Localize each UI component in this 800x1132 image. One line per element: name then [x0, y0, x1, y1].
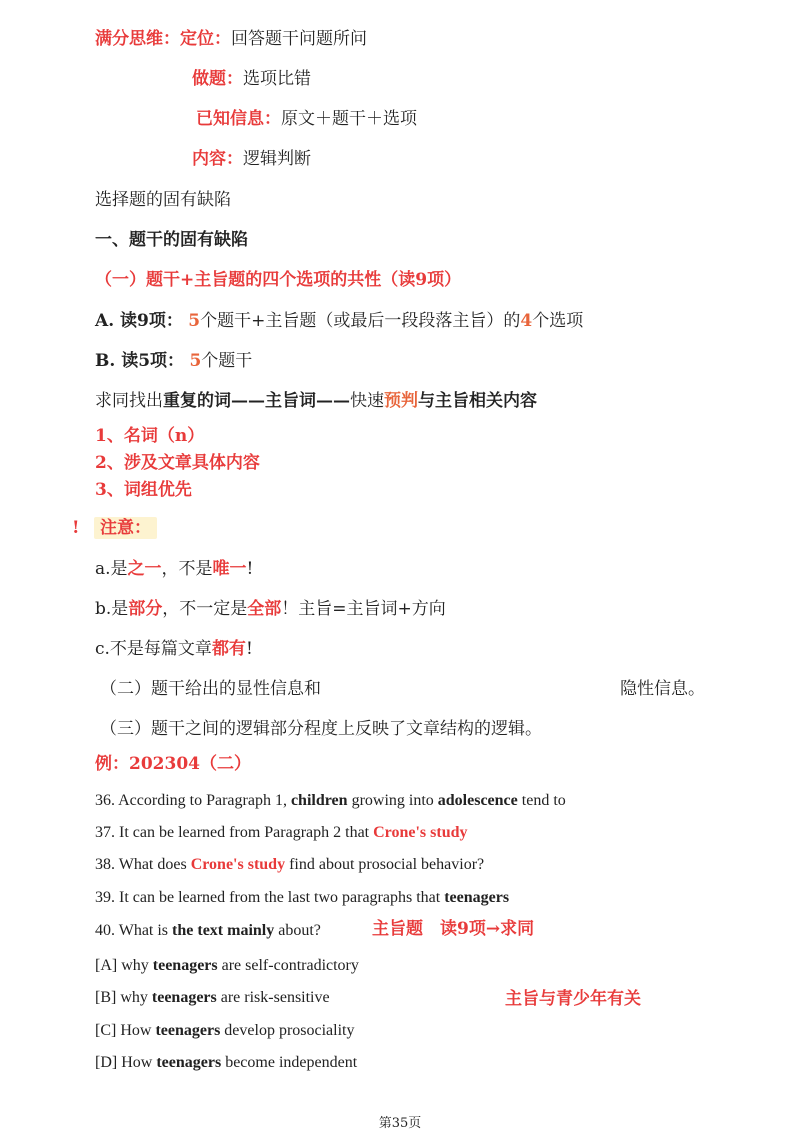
q39-p1: 39. It can be learned from the last two paragraphs that [95, 889, 445, 906]
subsection-3: （三）题干之间的逻辑部分程度上反映了文章结构的逻辑。 [100, 719, 542, 739]
mindset-key-content: 内容： [192, 149, 243, 169]
subsection-2-left: （二）题干给出的显性信息和 [100, 679, 321, 699]
q36-p2: children [290, 792, 348, 809]
question-38 [95, 854, 484, 876]
q36-p4: adolescence [437, 792, 518, 809]
item-b [95, 350, 252, 372]
question-36 [95, 790, 566, 812]
note-b-p4: 全部 [247, 599, 282, 619]
subsection-1-heading: （一）题干+主旨题的四个选项的共性（读9项） [95, 270, 462, 290]
option-c-p3: develop prosociality [220, 1022, 355, 1039]
note-a [95, 558, 253, 580]
intro-text: 选择题的固有缺陷 [95, 190, 231, 210]
item-b-text: 个题干 [201, 351, 253, 371]
q38-p3: find about prosocial behavior? [285, 856, 485, 873]
section-heading: 一、题干的固有缺陷 [95, 230, 248, 250]
option-d-p2: teenagers [156, 1054, 222, 1071]
option-a-p3: are self-contradictory [217, 957, 359, 974]
note-c-p3: ! [245, 639, 253, 659]
note-a-p1: a.是 [95, 559, 128, 579]
note-a-p5: ! [246, 559, 254, 579]
q38-p2: Crone's study [190, 856, 286, 873]
example-label: 例：202304（二） [95, 754, 251, 774]
q40-p1: 40. What is [95, 922, 173, 939]
mindset-value-locate: 回答题干问题所问 [231, 29, 367, 49]
method-part3: 快速 [350, 391, 384, 411]
item-b-label: B. 读5项： [95, 351, 185, 371]
note-a-p3: ，不是 [161, 559, 213, 579]
method-part5: 与主旨相关内容 [418, 391, 537, 411]
option-b [95, 987, 330, 1009]
mindset-value-content: 逻辑判断 [243, 149, 311, 169]
page-number: 第35页 [378, 1116, 422, 1131]
item-a-num1: 5 [188, 311, 201, 331]
mindset-key-answer: 做题： [192, 69, 243, 89]
option-b-p2: teenagers [151, 989, 217, 1006]
note-b [95, 598, 446, 620]
question-39 [95, 887, 509, 909]
mindset-row-3 [196, 108, 417, 130]
mindset-row-4 [192, 148, 311, 170]
method-part4: 预判 [384, 391, 418, 411]
note-b-p1: b.是 [95, 599, 129, 619]
note-a-p4: 唯一 [212, 559, 247, 579]
mindset-key-known: 已知信息： [196, 109, 281, 129]
option-c [95, 1020, 354, 1042]
mindset-row-1 [95, 28, 367, 50]
note-c [95, 638, 253, 660]
method-part2: 重复的词——主旨词—— [163, 391, 350, 411]
mindset-value-known: 原文＋题干＋选项 [281, 109, 417, 129]
item-a-num2: 4 [520, 311, 533, 331]
option-a-p1: [A] why [95, 957, 153, 974]
item-a [95, 310, 583, 332]
option-b-p3: are risk-sensitive [216, 989, 330, 1006]
option-a-p2: teenagers [152, 957, 218, 974]
option-d [95, 1052, 357, 1074]
note-c-p2: 都有 [211, 639, 246, 659]
mindset-row-2 [192, 68, 311, 90]
item-a-text2: 个选项 [532, 311, 584, 331]
q36-p1: 36. According to Paragraph 1, [95, 792, 291, 809]
q36-p5: tend to [517, 792, 566, 809]
q37-p1: 37. It can be learned from Paragraph 2 that [95, 824, 374, 841]
side-note: 主旨与青少年有关 [505, 989, 641, 1009]
point-3: 3、词组优先 [95, 480, 192, 500]
note-b-p3: ，不一定是 [162, 599, 248, 619]
item-a-text1: 个题干+主旨题（或最后一段段落主旨）的 [200, 311, 521, 331]
point-2: 2、涉及文章具体内容 [95, 453, 260, 473]
note-title-wrap [94, 517, 157, 539]
mindset-key-locate: 定位： [180, 29, 231, 49]
item-b-num: 5 [189, 351, 202, 371]
question-37 [95, 822, 468, 844]
question-40 [95, 920, 321, 942]
option-c-p2: teenagers [155, 1022, 221, 1039]
note-title: 注意： [94, 517, 157, 539]
note-marker: ! [72, 518, 80, 538]
note-b-p2: 部分 [128, 599, 163, 619]
note-c-p1: c.不是每篇文章 [95, 639, 212, 659]
method-part1: 求同找出 [95, 391, 163, 411]
point-1: 1、名词（n） [95, 426, 205, 446]
mindset-value-answer: 选项比错 [243, 69, 311, 89]
q40-tag: 主旨题 读9项→求同 [372, 919, 535, 939]
option-d-p1: [D] How [95, 1054, 157, 1071]
option-c-p1: [C] How [95, 1022, 156, 1039]
option-a [95, 955, 359, 977]
option-b-p1: [B] why [95, 989, 152, 1006]
item-a-label: A. 读9项： [95, 311, 183, 331]
method-line [95, 390, 537, 412]
q37-p2: Crone's study [373, 824, 468, 841]
note-a-p2: 之一 [127, 559, 162, 579]
mindset-label: 满分思维： [95, 29, 180, 49]
subsection-2-right: 隐性信息。 [620, 679, 705, 699]
note-b-p5: ！主旨=主旨词+方向 [281, 599, 446, 619]
q36-p3: growing into [347, 792, 438, 809]
option-d-p3: become independent [221, 1054, 358, 1071]
q40-p3: about? [274, 922, 321, 939]
q39-p2: teenagers [444, 889, 510, 906]
q40-p2: the text mainly [172, 922, 275, 939]
q38-p1: 38. What does [95, 856, 191, 873]
